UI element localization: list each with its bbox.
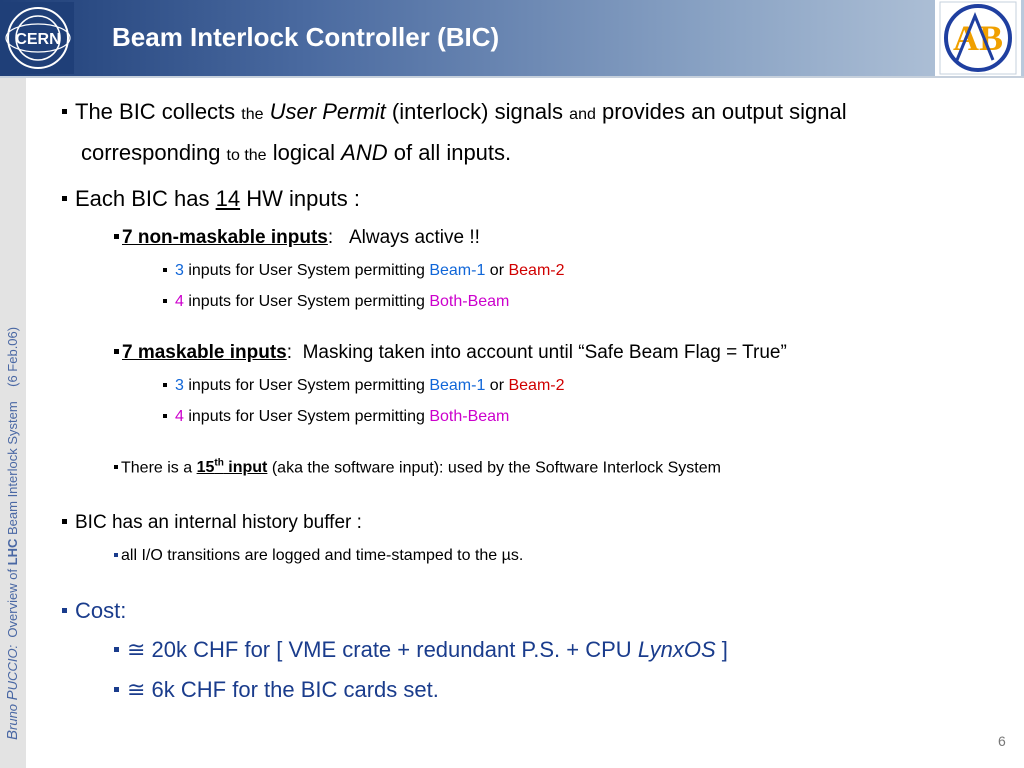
bullet-maskable: 7 maskable inputs: Masking taken into account until “Safe Beam Flag = True” — [114, 342, 787, 364]
bullet-non-maskable: 7 non-maskable inputs: Always active !! — [114, 227, 480, 249]
bullet-maskable-both: 4 inputs for User System permitting Both-Beam — [163, 408, 509, 426]
bullet-cost: Cost: — [62, 598, 126, 624]
bullet-hw-inputs: Each BIC has 14 HW inputs : — [62, 186, 360, 212]
bullet-marker — [163, 299, 167, 303]
bullet-marker — [163, 383, 167, 387]
bullet-cost-cards: ≅ 6k CHF for the BIC cards set. — [114, 677, 439, 703]
bullet-non-maskable-both: 4 inputs for User System permitting Both-Beam — [163, 293, 509, 311]
bullet-marker — [114, 687, 119, 692]
bullet-bic-collects-cont: corresponding to the logical AND of all inputs. — [81, 140, 512, 165]
bullet-marker — [62, 519, 67, 524]
bullet-io-transitions: all I/O transitions are logged and time-stamped to the µs. — [114, 547, 523, 565]
bullet-maskable-beam12: 3 inputs for User System permitting Beam-1 or Beam-2 — [163, 377, 565, 395]
ab-logo-text: AB — [952, 18, 1004, 58]
bullet-marker — [114, 234, 119, 239]
bullet-marker — [114, 553, 118, 557]
page-title: Beam Interlock Controller (BIC) — [112, 22, 500, 52]
bullet-marker — [163, 414, 167, 418]
bullet-marker — [62, 196, 67, 201]
sidebar-footer-text: Bruno PUCCIO: Overview of LHC Beam Interlock System (6 Feb.06) — [4, 326, 21, 740]
bullet-marker — [114, 647, 119, 652]
bullet-software-input: There is a 15th input (aka the software input): used by the Software Interlock System — [114, 458, 721, 477]
bullet-non-maskable-beam12: 3 inputs for User System permitting Beam-1 or Beam-2 — [163, 262, 565, 280]
bullet-marker — [62, 109, 67, 114]
bullet-bic-collects: The BIC collects the User Permit (interlock) signals and provides an output signal — [62, 99, 847, 125]
bullet-history-buffer: BIC has an internal history buffer : — [62, 512, 362, 534]
header-divider — [0, 76, 1024, 78]
cern-logo-text: CERN — [15, 31, 61, 48]
ab-logo — [935, 0, 1021, 76]
cern-logo — [2, 2, 74, 74]
bullet-marker — [62, 608, 67, 613]
bullet-marker — [114, 349, 119, 354]
page-number: 6 — [998, 733, 1006, 749]
bullet-marker — [114, 465, 118, 469]
bullet-marker — [163, 268, 167, 272]
bullet-cost-vme: ≅ 20k CHF for [ VME crate + redundant P.S. + CPU LynxOS ] — [114, 637, 728, 663]
